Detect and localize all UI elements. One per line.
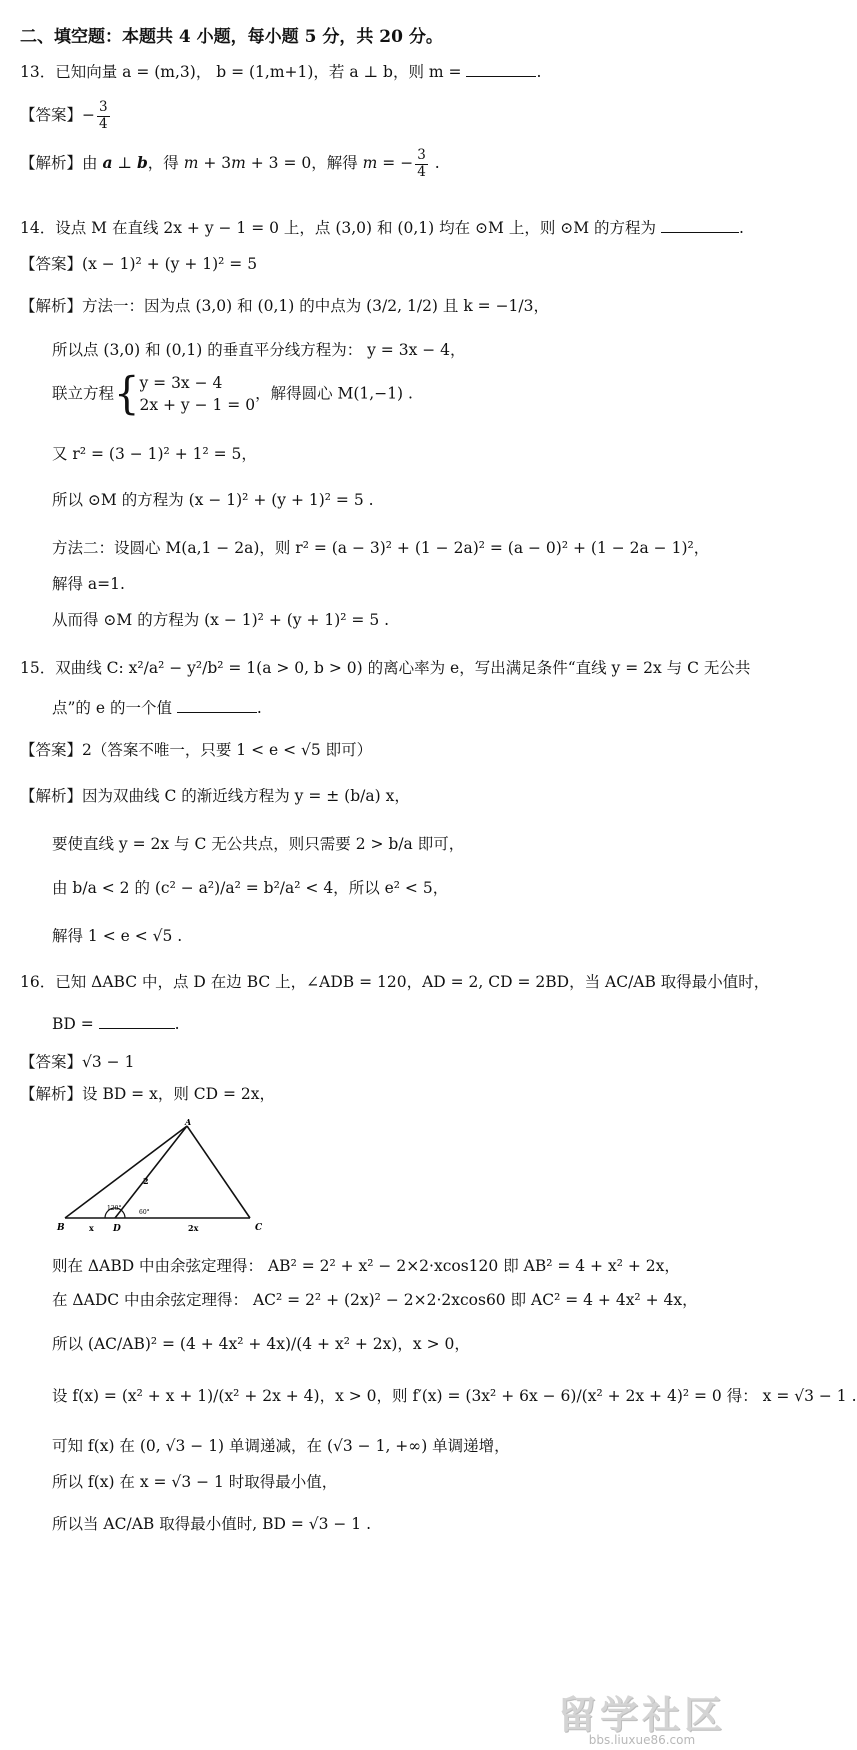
watermark-title: 留学社区 [557, 1693, 726, 1737]
q14-answer-value: (x − 1)² + (y + 1)² = 5 [82, 255, 258, 273]
q14-method1-text: 方法一：因为点 (3,0) 和 (0,1) 的中点为 (3/2, 1/2) 且 k = −1/3， [82, 297, 549, 315]
label-bd-length: x [89, 1223, 94, 1233]
q16-answer-blank [99, 1014, 175, 1029]
label-c: C [255, 1223, 263, 1233]
label-angle-120: 120° [107, 1205, 122, 1212]
system-result: ，解得圆心 M(1,−1) . [255, 384, 413, 403]
q15-answer-blank [177, 698, 257, 713]
q15-answer [20, 742, 372, 759]
q14-question: 14．设点 M 在直线 2x + y − 1 = 0 上，点 (3,0) 和 (0,1) 均在 ⊙M 上，则 ⊙M 的方程为 . [20, 219, 744, 237]
q16-conclusion: 所以当 AC/AB 取得最小值时, BD = √3 − 1 . [52, 1515, 372, 1533]
q13-answer-value: − $\frac{3}{4}$ [82, 99, 108, 132]
label-a: A [185, 1117, 192, 1127]
q13-answer-blank [466, 62, 536, 77]
q16-ratio: 所以 (AC/AB)² = (4 + 4x² + 4x)/(4 + x² + 2x)，x > 0， [52, 1335, 470, 1353]
q16-f-def: 设 f(x) = (x² + x + 1)/(x² + 2x + 4)，x > 0，则 f′(x) = (3x² + 6x − 6)/(x² + 2x + 4)² = 0 得： x = √3 − 1 . [52, 1387, 857, 1405]
q16-question-line1: 16．已知 ΔABC 中，点 D 在边 BC 上，∠ADB = 120，AD = 2, CD = 2BD，当 AC/AB 取得最小值时， [20, 973, 770, 991]
system-eq2: 2x + y − 1 = 0 [139, 396, 256, 415]
analysis-label: 【解析】 [20, 154, 83, 173]
q16-setup-text: 设 BD = x，则 CD = 2x， [82, 1085, 276, 1103]
watermark [528, 1693, 756, 1747]
answer-label: 【答案】 [20, 255, 83, 273]
system-equations [139, 372, 255, 417]
q14-question-text: 14．设点 M 在直线 2x + y − 1 = 0 上，点 (3,0) 和 (0,1) 均在 ⊙M 上，则 ⊙M 的方程为 [20, 219, 657, 237]
q14-perp-bisector: 所以点 (3,0) 和 (0,1) 的垂直平分线方程为： y = 3x − 4， [52, 341, 466, 359]
q16-min-point: 所以 f(x) 在 x = √3 − 1 时取得最小值， [52, 1473, 338, 1491]
q15-question-line1: 15．双曲线 C: x²/a² − y²/b² = 1(a > 0, b > 0) 的离心率为 e，写出满足条件“直线 y = 2x 与 C 无公共 [20, 659, 751, 677]
q14-circle2: 从而得 ⊙M 的方程为 (x − 1)² + (y + 1)² = 5 . [52, 611, 390, 629]
q14-answer-blank [661, 218, 739, 233]
system-eq1: y = 3x − 4 [139, 374, 223, 392]
q15-derive: 由 b/a < 2 的 (c² − a²)/a² = b²/a² < 4，所以 e² < 5， [52, 879, 449, 897]
q14-method2: 方法二：设圆心 M(a,1 − 2a)，则 r² = (a − 3)² + (1 − 2a)² = (a − 0)² + (1 − 2a − 1)²， [52, 539, 710, 557]
q13-analysis: 【解析】由 a ⊥ b，得 m + 3m + 3 = 0，解得 m = − $\frac{3}{4}$ . [20, 147, 440, 180]
q13-answer [20, 100, 112, 132]
q16-monotone: 可知 f(x) 在 (0, √3 − 1) 单调递减，在 (√3 − 1, +∞) 单调递增， [52, 1437, 510, 1455]
q13-question: 13．已知向量 a = (m,3)， b = (1,m+1)，若 a ⊥ b，则 m = . [20, 63, 542, 81]
q14-radius: 又 r² = (3 − 1)² + 1² = 5， [52, 445, 257, 463]
system-prefix: 联立方程 [52, 384, 115, 403]
q15-question-line2: 点”的 e 的一个值 . [52, 699, 262, 717]
q13-question-text: 13．已知向量 a = (m,3)， b = (1,m+1)，若 a ⊥ b，则 m = [20, 63, 462, 81]
triangle-figure [55, 1118, 285, 1238]
label-ad-length: 2 [143, 1176, 149, 1186]
brace-symbol: { [114, 369, 140, 420]
watermark-url: bbs.liuxue86.com [588, 1733, 696, 1747]
segment-ac [187, 1126, 250, 1218]
q15-question-line2-text: 点”的 e 的一个值 [52, 699, 172, 717]
section-title: 二、填空题：本题共 4 小题，每小题 5 分，共 20 分。 [20, 27, 443, 47]
q16-answer [20, 1054, 134, 1071]
q16-adc: 在 ΔADC 中由余弦定理得： AC² = 2² + (2x)² − 2×2·2xcos60 即 AC² = 4 + 4x² + 4x， [52, 1291, 698, 1309]
q14-answer [20, 256, 257, 273]
q16-question-line2-text: BD = [52, 1015, 94, 1033]
q14-system [52, 369, 413, 420]
analysis-label: 【解析】 [20, 787, 83, 805]
q15-analysis [20, 788, 410, 805]
answer-label: 【答案】 [20, 1053, 83, 1071]
q14-analysis-method1 [20, 298, 549, 315]
answer-label: 【答案】 [20, 741, 83, 759]
label-b: B [57, 1223, 65, 1233]
label-dc-length: 2x [188, 1223, 199, 1233]
q16-question-line2: BD = . [52, 1015, 180, 1033]
label-d: D [113, 1224, 121, 1234]
analysis-label: 【解析】 [20, 297, 83, 315]
q16-abd: 则在 ΔABD 中由余弦定理得： AB² = 2² + x² − 2×2·xcos120 即 AB² = 4 + x² + 2x， [52, 1257, 680, 1275]
q15-result: 解得 1 < e < √5 . [52, 927, 183, 945]
q16-analysis-setup [20, 1086, 275, 1103]
q15-condition: 要使直线 y = 2x 与 C 无公共点，则只需要 2 > b/a 即可， [52, 835, 465, 853]
q14-circle1: 所以 ⊙M 的方程为 (x − 1)² + (y + 1)² = 5 . [52, 491, 374, 509]
answer-label: 【答案】 [20, 106, 83, 125]
q16-answer-value: √3 − 1 [82, 1053, 135, 1071]
label-angle-60: 60° [139, 1209, 150, 1216]
q15-asymptote: 因为双曲线 C 的渐近线方程为 y = ± (b/a) x， [82, 787, 410, 805]
q14-solve-a: 解得 a=1. [52, 575, 125, 593]
analysis-label: 【解析】 [20, 1085, 83, 1103]
q15-answer-value: 2（答案不唯一，只要 1 < e < √5 即可） [82, 741, 373, 759]
